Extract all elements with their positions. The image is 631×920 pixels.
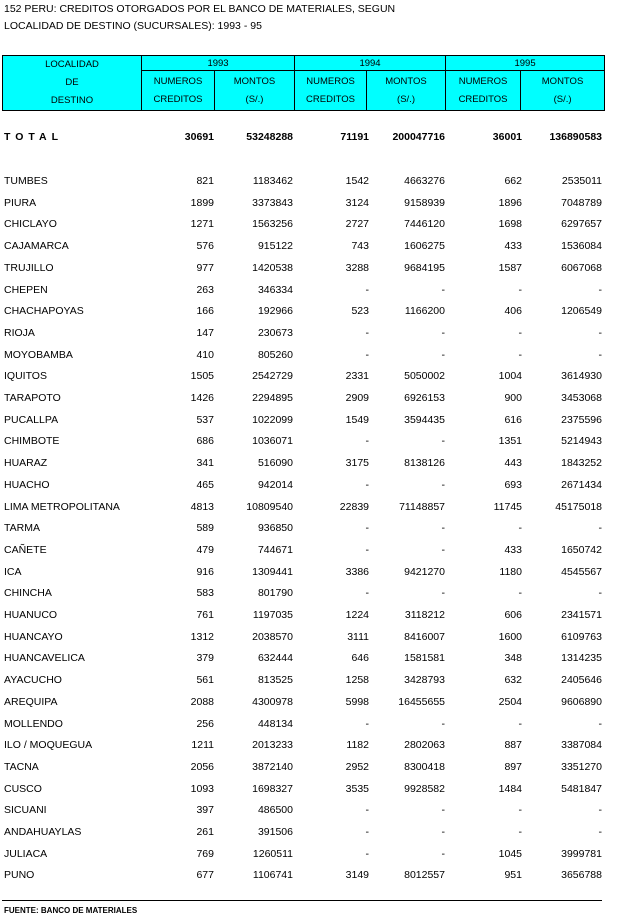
cell: 1093 — [190, 782, 214, 795]
cell: 4300978 — [252, 695, 293, 708]
cell: 1224 — [345, 609, 369, 621]
table-row — [0, 520, 631, 536]
cell: 632 — [504, 674, 522, 687]
row-label: LIMA METROPOLITANA — [4, 500, 120, 513]
cell: 406 — [504, 305, 522, 318]
cell: 341 — [196, 457, 214, 470]
cell: 2341571 — [561, 609, 602, 621]
cell: 3373843 — [252, 196, 293, 209]
cell: - — [365, 348, 369, 361]
cell: 9684195 — [404, 261, 445, 274]
table-row — [0, 781, 631, 797]
table-row — [0, 629, 631, 645]
cell: 523 — [351, 305, 369, 318]
cell: 71191 — [340, 131, 369, 143]
header-montos: MONTOS (S/.) — [215, 71, 295, 111]
table-row — [0, 347, 631, 363]
cell: - — [518, 522, 522, 535]
cell: 3656788 — [561, 869, 602, 882]
table-row — [0, 477, 631, 493]
cell: 3872140 — [252, 760, 293, 773]
cell: 486500 — [257, 804, 293, 817]
cell: 5481847 — [561, 782, 602, 795]
table-row — [0, 694, 631, 710]
cell: 1022099 — [252, 413, 293, 426]
row-label: TUMBES — [4, 175, 48, 187]
cell: 192966 — [257, 305, 293, 318]
table-row — [0, 216, 631, 232]
cell: 3386 — [345, 565, 369, 578]
cell: - — [598, 717, 602, 730]
cell: 744671 — [257, 543, 293, 556]
table-row — [0, 238, 631, 254]
table-row — [0, 737, 631, 753]
cell: 53248288 — [246, 131, 293, 143]
cell: 5214943 — [561, 435, 602, 448]
cell: 3288 — [345, 261, 369, 274]
cell: 606 — [504, 609, 522, 621]
cell: 900 — [504, 392, 522, 404]
cell: 1206549 — [561, 305, 602, 318]
cell: 1420538 — [252, 261, 293, 274]
table-row — [0, 260, 631, 276]
table-row — [0, 607, 631, 623]
table-row — [0, 499, 631, 515]
row-label: HUANCAVELICA — [4, 652, 85, 665]
row-label: ICA — [4, 565, 22, 578]
cell: - — [365, 435, 369, 448]
cell: 410 — [196, 348, 214, 361]
row-label: PUCALLPA — [4, 413, 59, 426]
row-label: HUANCAYO — [4, 630, 63, 643]
table-row — [0, 542, 631, 558]
cell: 1606275 — [404, 240, 445, 253]
cell: 348 — [504, 652, 522, 665]
cell: 1698 — [498, 218, 522, 231]
header-montos: MONTOS (S/.) — [367, 71, 446, 111]
cell: 1166200 — [404, 305, 445, 318]
cell: 8416007 — [404, 630, 445, 643]
cell: 1698327 — [252, 782, 293, 795]
cell: - — [441, 522, 445, 535]
cell: 1260511 — [252, 847, 293, 860]
cell: 2294895 — [252, 392, 293, 404]
cell: - — [365, 804, 369, 817]
cell: 2909 — [345, 392, 369, 404]
cell: - — [518, 587, 522, 600]
row-label: CAJAMARCA — [4, 240, 69, 253]
table-row — [0, 455, 631, 471]
row-label: IQUITOS — [4, 370, 47, 383]
cell: 2727 — [345, 218, 369, 231]
cell: 576 — [196, 240, 214, 253]
row-label: ANDAHUAYLAS — [4, 826, 82, 838]
cell: 479 — [196, 543, 214, 556]
cell: 8300418 — [404, 760, 445, 773]
row-label: TARMA — [4, 522, 40, 535]
cell: 632444 — [257, 652, 293, 665]
cell: 8012557 — [404, 869, 445, 882]
cell: - — [441, 326, 445, 339]
row-label: CAÑETE — [4, 543, 47, 556]
cell: 813525 — [257, 674, 293, 687]
row-label: TOTAL — [4, 131, 64, 143]
row-label: HUARAZ — [4, 457, 48, 470]
cell: 662 — [504, 175, 522, 187]
row-label: TARAPOTO — [4, 392, 61, 404]
cell: 230673 — [257, 326, 293, 339]
cell: 1180 — [499, 565, 522, 578]
cell: 1312 — [190, 630, 214, 643]
cell: 2038570 — [252, 630, 293, 643]
column-header — [2, 55, 605, 111]
cell: 9421270 — [404, 565, 445, 578]
cell: 6109763 — [561, 630, 602, 643]
cell: 897 — [504, 760, 522, 773]
cell: 1843252 — [561, 457, 602, 470]
cell: 1650742 — [561, 543, 602, 556]
cell: 8138126 — [404, 457, 445, 470]
cell: - — [441, 847, 445, 860]
cell: 1587 — [498, 261, 522, 274]
cell: 22839 — [339, 500, 369, 513]
table-row — [0, 195, 631, 211]
row-label: TRUJILLO — [4, 261, 54, 274]
row-label: AYACUCHO — [4, 674, 62, 687]
cell: 6926153 — [404, 392, 445, 404]
cell: 1484 — [498, 782, 522, 795]
cell: - — [518, 717, 522, 730]
cell: 10809540 — [246, 500, 293, 513]
cell: 1045 — [498, 847, 522, 860]
cell: 1549 — [345, 413, 369, 426]
cell: 3453068 — [561, 392, 602, 404]
cell: 136890583 — [549, 131, 602, 143]
cell: - — [365, 717, 369, 730]
cell: 263 — [196, 283, 214, 296]
table-row — [0, 173, 631, 189]
cell: 4663276 — [404, 175, 445, 187]
cell: 2331 — [345, 370, 369, 383]
row-label: RIOJA — [4, 326, 35, 339]
row-label: CHACHAPOYAS — [4, 305, 84, 318]
cell: - — [441, 587, 445, 600]
cell: - — [441, 283, 445, 296]
cell: 2056 — [190, 760, 214, 773]
row-label: AREQUIPA — [4, 695, 58, 708]
row-label: HUACHO — [4, 478, 50, 491]
total-row — [0, 129, 631, 145]
cell: 5050002 — [404, 370, 445, 383]
cell: 2088 — [190, 695, 214, 708]
cell: 769 — [196, 847, 214, 860]
table-row — [0, 802, 631, 818]
cell: 516090 — [257, 457, 293, 470]
cell: - — [518, 326, 522, 339]
cell: 2504 — [498, 695, 522, 708]
cell: 3387084 — [561, 739, 602, 752]
cell: - — [365, 478, 369, 491]
cell: - — [441, 826, 445, 838]
cell: 3999781 — [561, 847, 602, 860]
row-label: MOLLENDO — [4, 717, 63, 730]
cell: 3351270 — [561, 760, 602, 773]
cell: - — [598, 283, 602, 296]
cell: 9928582 — [404, 782, 445, 795]
table-row — [0, 564, 631, 580]
cell: - — [598, 326, 602, 339]
cell: 1258 — [345, 674, 369, 687]
cell: 147 — [196, 326, 214, 339]
cell: 2671434 — [561, 478, 602, 491]
cell: 761 — [196, 609, 214, 621]
cell: 686 — [196, 435, 214, 448]
table-row — [0, 303, 631, 319]
table-row — [0, 824, 631, 840]
cell: - — [365, 826, 369, 838]
cell: 2952 — [345, 760, 369, 773]
cell: 9606890 — [561, 695, 602, 708]
cell: 2802063 — [404, 739, 445, 752]
cell: - — [518, 804, 522, 817]
table-row — [0, 282, 631, 298]
cell: - — [598, 522, 602, 535]
cell: - — [441, 804, 445, 817]
header-numeros-creditos: NUMEROS CREDITOS — [142, 71, 215, 111]
cell: - — [365, 587, 369, 600]
cell: 821 — [196, 175, 214, 187]
cell: 1899 — [190, 196, 214, 209]
cell: 71148857 — [399, 500, 445, 513]
source-note: FUENTE: BANCO DE MATERIALES — [4, 906, 138, 915]
cell: 942014 — [257, 478, 293, 491]
row-label: PIURA — [4, 196, 37, 209]
cell: 9158939 — [404, 196, 445, 209]
header-year-1995: 1995 — [446, 56, 605, 71]
cell: 3428793 — [404, 674, 445, 687]
table-row — [0, 650, 631, 666]
cell: 200047716 — [392, 131, 445, 143]
table-row — [0, 716, 631, 732]
cell: 1600 — [498, 630, 522, 643]
cell: - — [598, 587, 602, 600]
cell: 805260 — [257, 348, 293, 361]
cell: 1036071 — [252, 435, 293, 448]
table-row — [0, 867, 631, 883]
row-label: CHINCHA — [4, 587, 52, 600]
cell: 583 — [196, 587, 214, 600]
cell: 951 — [504, 869, 522, 882]
cell: 465 — [196, 478, 214, 491]
cell: 1182 — [346, 739, 369, 752]
header-numeros-creditos: NUMEROS CREDITOS — [295, 71, 367, 111]
cell: 4813 — [190, 500, 214, 513]
cell: 2405646 — [561, 674, 602, 687]
cell: 16455655 — [398, 695, 445, 708]
cell: - — [441, 348, 445, 361]
cell: - — [441, 478, 445, 491]
table-row — [0, 412, 631, 428]
header-montos: MONTOS (S/.) — [521, 71, 605, 111]
cell: 346334 — [257, 283, 293, 296]
cell: 11745 — [493, 500, 522, 513]
cell: 1542 — [345, 175, 369, 187]
row-label: JULIACA — [4, 847, 48, 860]
cell: - — [598, 348, 602, 361]
cell: 3111 — [347, 630, 369, 643]
row-label: SICUANI — [4, 804, 47, 817]
cell: 2535011 — [561, 175, 602, 187]
cell: 379 — [196, 652, 214, 665]
cell: - — [518, 283, 522, 296]
cell: 443 — [504, 457, 522, 470]
row-label: PUNO — [4, 869, 35, 882]
table-row — [0, 433, 631, 449]
cell: 1896 — [498, 196, 522, 209]
cell: 616 — [504, 413, 522, 426]
cell: 166 — [196, 305, 214, 318]
cell: 1536084 — [561, 240, 602, 253]
cell: 3124 — [345, 196, 369, 209]
header-numeros-creditos: NUMEROS CREDITOS — [446, 71, 521, 111]
row-label: CHEPEN — [4, 283, 48, 296]
cell: - — [441, 543, 445, 556]
cell: 261 — [196, 826, 214, 838]
cell: 391506 — [257, 826, 293, 838]
cell: 2375596 — [561, 413, 602, 426]
cell: 589 — [196, 522, 214, 535]
cell: 30691 — [184, 131, 214, 143]
cell: 433 — [504, 240, 522, 253]
cell: 1211 — [191, 739, 214, 752]
table-title-line-2: LOCALIDAD DE DESTINO (SUCURSALES): 1993 - 95 — [4, 20, 262, 32]
header-localidad: LOCALIDAD DE DESTINO — [3, 56, 142, 111]
cell: 1505 — [190, 370, 214, 383]
cell: 887 — [504, 739, 522, 752]
cell: - — [365, 543, 369, 556]
cell: - — [365, 522, 369, 535]
cell: 936850 — [257, 522, 293, 535]
cell: 561 — [196, 674, 214, 687]
cell: 3535 — [345, 782, 369, 795]
cell: 3594435 — [404, 413, 445, 426]
cell: - — [365, 326, 369, 339]
table-row — [0, 368, 631, 384]
row-label: HUANUCO — [4, 609, 58, 621]
cell: 3149 — [345, 869, 369, 882]
cell: 1563256 — [252, 218, 293, 231]
cell: - — [441, 717, 445, 730]
table-row — [0, 846, 631, 862]
cell: 45175018 — [555, 500, 602, 513]
table-row — [0, 672, 631, 688]
table-title-line-1: 152 PERU: CREDITOS OTORGADOS POR EL BANCO DE MATERIALES, SEGUN — [4, 3, 396, 15]
cell: 7446120 — [404, 218, 445, 231]
cell: 693 — [504, 478, 522, 491]
cell: 7048789 — [561, 196, 602, 209]
cell: 3614930 — [561, 370, 602, 383]
divider — [2, 900, 602, 901]
cell: 743 — [351, 240, 369, 253]
row-label: CHIMBOTE — [4, 435, 60, 448]
cell: 916 — [196, 565, 214, 578]
row-label: CUSCO — [4, 782, 42, 795]
cell: 977 — [196, 261, 214, 274]
table-row — [0, 390, 631, 406]
cell: 1271 — [190, 218, 214, 231]
table-row — [0, 325, 631, 341]
cell: 36001 — [492, 131, 522, 143]
cell: 433 — [504, 543, 522, 556]
table-row — [0, 585, 631, 601]
cell: - — [365, 283, 369, 296]
row-label: MOYOBAMBA — [4, 348, 73, 361]
cell: 6067068 — [561, 261, 602, 274]
cell: - — [518, 348, 522, 361]
cell: 677 — [196, 869, 214, 882]
cell: - — [441, 435, 445, 448]
row-label: ILO / MOQUEGUA — [4, 739, 93, 752]
row-label: TACNA — [4, 760, 39, 773]
cell: 4545567 — [561, 565, 602, 578]
cell: 1426 — [190, 392, 214, 404]
cell: 915122 — [257, 240, 293, 253]
cell: 3175 — [345, 457, 369, 470]
cell: 537 — [196, 413, 214, 426]
cell: 1314235 — [561, 652, 602, 665]
cell: 1183462 — [252, 175, 293, 187]
cell: 1106741 — [252, 869, 293, 882]
cell: 1004 — [498, 370, 522, 383]
cell: 5998 — [345, 695, 369, 708]
cell: 1351 — [498, 435, 522, 448]
cell: 2542729 — [252, 370, 293, 383]
cell: 448134 — [257, 717, 293, 730]
header-year-1994: 1994 — [295, 56, 446, 71]
cell: 1581581 — [404, 652, 445, 665]
cell: - — [598, 804, 602, 817]
cell: - — [598, 826, 602, 838]
cell: 1197035 — [252, 609, 293, 621]
cell: 1309441 — [252, 565, 293, 578]
cell: 801790 — [257, 587, 293, 600]
cell: 6297657 — [561, 218, 602, 231]
cell: - — [365, 847, 369, 860]
table-row — [0, 759, 631, 775]
row-label: CHICLAYO — [4, 218, 57, 231]
cell: 256 — [196, 717, 214, 730]
cell: 397 — [196, 804, 214, 817]
cell: 646 — [351, 652, 369, 665]
cell: 3118212 — [404, 609, 445, 621]
cell: - — [518, 826, 522, 838]
cell: 2013233 — [252, 739, 293, 752]
header-year-1993: 1993 — [142, 56, 295, 71]
